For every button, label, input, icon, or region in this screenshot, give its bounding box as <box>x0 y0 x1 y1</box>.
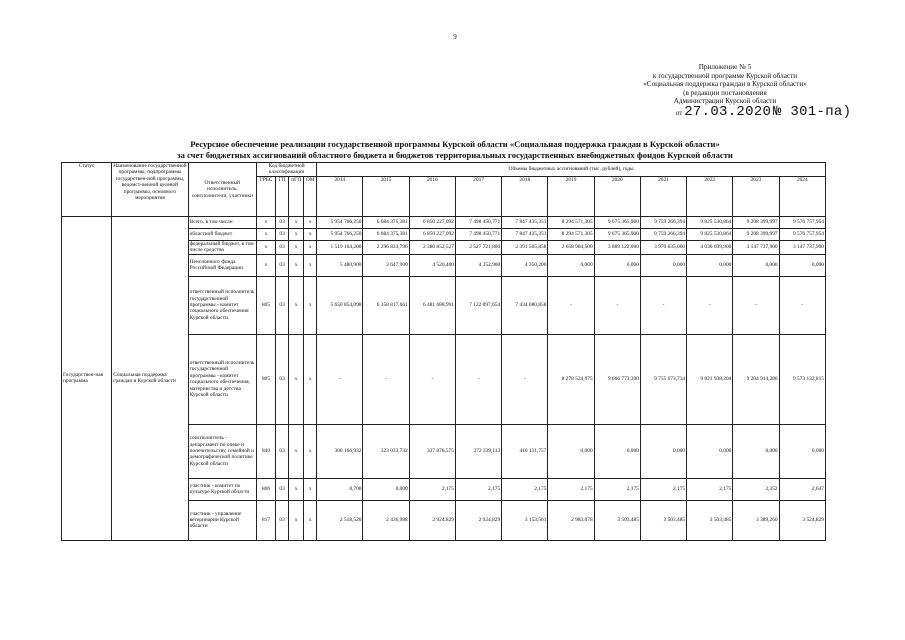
value-cell-2014: 5 480,900 <box>317 254 363 276</box>
code-om-cell: х <box>304 478 317 500</box>
value-cell-2018: 4 350,200 <box>502 254 548 276</box>
value-cell-2023: 9 208 399,997 <box>733 228 779 240</box>
table-row <box>62 216 826 228</box>
code-gp-cell: 03 <box>276 240 289 254</box>
value-cell-2023: 0,000 <box>733 424 779 478</box>
value-cell-2024: 9 576 757,954 <box>779 216 825 228</box>
code-om-cell: х <box>304 240 317 254</box>
executor-cell: соисполнитель - департамент по опеке и попечительству, семейной и демографической политике Курской области <box>188 424 256 478</box>
value-cell-2024: 3 524,829 <box>779 500 825 540</box>
value-cell-2018: 7 847 435,351 <box>502 216 548 228</box>
executor-cell: участник - управление ветеринарии Курской области <box>188 500 256 540</box>
value-cell-2022: 0,000 <box>687 424 733 478</box>
value-cell-2022: 9 825 530,864 <box>687 228 733 240</box>
code-grbs-cell: х <box>256 254 275 276</box>
value-cell-2023: 0,000 <box>733 254 779 276</box>
executor-cell: ответственный исполнитель государственной программы - комитет социального обеспечения, материнства и детства Курской области <box>188 334 256 424</box>
code-grbs-cell: 805 <box>256 334 275 424</box>
value-cell-2017: 4 352,900 <box>455 254 501 276</box>
header-year-2024: 2024 <box>779 176 825 216</box>
header-gp: ГП <box>276 176 289 216</box>
value-cell-2016: - <box>409 334 455 424</box>
value-cell-2022: 2,175 <box>687 478 733 500</box>
status-cell: Государствен-ная программа <box>62 216 112 540</box>
code-pgp-cell: х <box>289 254 304 276</box>
code-pgp-cell: х <box>289 334 304 424</box>
header-status: Статус <box>62 163 112 217</box>
header-year-2023: 2023 <box>733 176 779 216</box>
code-pgp-cell: х <box>289 216 304 228</box>
value-cell-2023: 2,352 <box>733 478 779 500</box>
code-pgp-cell: х <box>289 228 304 240</box>
value-cell-2014: 300 166,932 <box>317 424 363 478</box>
header-executor: Ответственный исполнитель, соисполнители, участники <box>188 163 256 217</box>
value-cell-2022: 4 036 699,900 <box>687 240 733 254</box>
header-volume: Объемы бюджетных ассигнований (тыс. рублей), годы <box>317 163 826 177</box>
code-gp-cell: 03 <box>276 276 289 334</box>
value-cell-2020: 0,000 <box>594 254 640 276</box>
value-cell-2014: 8,700 <box>317 478 363 500</box>
value-cell-2015: 2 296 833,796 <box>363 240 409 254</box>
code-pgp-cell: х <box>289 424 304 478</box>
value-cell-2023: 3 389,260 <box>733 500 779 540</box>
value-cell-2021: 2,175 <box>640 478 686 500</box>
value-cell-2016: 2,175 <box>409 478 455 500</box>
value-cell-2015: 6 684 375,381 <box>363 216 409 228</box>
code-om-cell: х <box>304 254 317 276</box>
header-year-2015: 2015 <box>363 176 409 216</box>
value-cell-2021: - <box>640 276 686 334</box>
value-cell-2019: 8 278 524,975 <box>548 334 594 424</box>
appendix-line-1: Приложение № 5 <box>698 63 752 71</box>
value-cell-2018: - <box>502 334 548 424</box>
resolution-date: 27.03.2020 <box>684 104 772 120</box>
value-cell-2018: 7 847 435,351 <box>502 228 548 240</box>
value-cell-2021: 3 503,485 <box>640 500 686 540</box>
code-gp-cell: 03 <box>276 478 289 500</box>
value-cell-2017: 2 924,829 <box>455 500 501 540</box>
value-cell-2015: 0,000 <box>363 478 409 500</box>
value-cell-2015: 6 358 817,661 <box>363 276 409 334</box>
header-pgp: пГП <box>289 176 304 216</box>
value-cell-2018: 3 153,561 <box>502 500 548 540</box>
header-name: Наименование государственной программы, подпрограммы государствен-ной программы, ведомст-венной целевой программы, основного мероприятия <box>112 163 188 217</box>
value-cell-2023: - <box>733 276 779 334</box>
page-number: 9 <box>453 33 457 41</box>
value-cell-2021: 3 970 635,000 <box>640 240 686 254</box>
value-cell-2015: 323 033,732 <box>363 424 409 478</box>
header-year-2016: 2016 <box>409 176 455 216</box>
executor-cell: Всего, в том числе: <box>188 216 256 228</box>
appendix-line-4: (в редакции постановления <box>683 88 767 97</box>
value-cell-2024: 2,647 <box>779 478 825 500</box>
value-cell-2019: - <box>548 276 594 334</box>
resolution-number: № 301-па) <box>772 104 852 120</box>
header-year-2021: 2021 <box>640 176 686 216</box>
value-cell-2019: 8 294 571,305 <box>548 228 594 240</box>
value-cell-2024: 0,000 <box>779 424 825 478</box>
code-om-cell: х <box>304 228 317 240</box>
value-cell-2017: 372 339,113 <box>455 424 501 478</box>
value-cell-2016: 2 924,829 <box>409 500 455 540</box>
code-gp-cell: 03 <box>276 424 289 478</box>
resource-table <box>61 162 826 541</box>
header-year-2019: 2019 <box>548 176 594 216</box>
header-grbs: ГРБС <box>256 176 275 216</box>
code-pgp-cell: х <box>289 478 304 500</box>
value-cell-2020: 9 675 365,900 <box>594 228 640 240</box>
from-label: от <box>676 109 683 117</box>
value-cell-2024: 9 576 757,954 <box>779 228 825 240</box>
value-cell-2020: 0,000 <box>594 424 640 478</box>
code-om-cell: х <box>304 334 317 424</box>
header-om: ОМ <box>304 176 317 216</box>
value-cell-2020: - <box>594 276 640 334</box>
value-cell-2017: 7 122 097,654 <box>455 276 501 334</box>
value-cell-2016: 6 850 227,092 <box>409 216 455 228</box>
title-line-2: за счет бюджетных ассигнований областного бюджета и бюджетов территориальных государственных внебюджетных фондов Курской области <box>177 150 733 160</box>
value-cell-2022: 3 503,485 <box>687 500 733 540</box>
code-grbs-cell: 805 <box>256 276 275 334</box>
title-line-1: Ресурсное обеспечение реализации государственной программы Курской области «Социальная поддержка граждан в Курской области» <box>190 139 720 149</box>
value-cell-2019: 8 294 571,305 <box>548 216 594 228</box>
code-grbs-cell: х <box>256 240 275 254</box>
code-gp-cell: 03 <box>276 500 289 540</box>
value-cell-2014: - <box>317 334 363 424</box>
value-cell-2017: 2,175 <box>455 478 501 500</box>
value-cell-2022: 9 825 530,864 <box>687 216 733 228</box>
value-cell-2023: 3 147 737,900 <box>733 240 779 254</box>
executor-cell: участник - комитет по культуре Курской области <box>188 478 256 500</box>
value-cell-2015: - <box>363 334 409 424</box>
code-grbs-cell: 840 <box>256 424 275 478</box>
header-year-2020: 2020 <box>594 176 640 216</box>
value-cell-2014: 5 650 854,098 <box>317 276 363 334</box>
value-cell-2019: 0,000 <box>548 424 594 478</box>
code-gp-cell: 03 <box>276 254 289 276</box>
value-cell-2020: 3 503,485 <box>594 500 640 540</box>
value-cell-2014: 2 518,520 <box>317 500 363 540</box>
value-cell-2017: - <box>455 334 501 424</box>
value-cell-2016: 6 850 227,092 <box>409 228 455 240</box>
value-cell-2024: - <box>779 276 825 334</box>
value-cell-2014: 5 954 766,250 <box>317 228 363 240</box>
header-year-2022: 2022 <box>687 176 733 216</box>
value-cell-2021: 9 759 266,394 <box>640 228 686 240</box>
header-code: Код бюджетной классификации <box>256 163 316 177</box>
value-cell-2024: 3 147 737,900 <box>779 240 825 254</box>
program-name-cell: Социальная поддержка граждан в Курской области <box>112 216 188 540</box>
code-pgp-cell: х <box>289 500 304 540</box>
value-cell-2014: 1 519 164,200 <box>317 240 363 254</box>
value-cell-2020: 2,175 <box>594 478 640 500</box>
code-om-cell: х <box>304 424 317 478</box>
value-cell-2017: 7 498 450,771 <box>455 216 501 228</box>
code-grbs-cell: 817 <box>256 500 275 540</box>
value-cell-2022: 0,000 <box>687 254 733 276</box>
value-cell-2022: - <box>687 276 733 334</box>
value-cell-2019: 0,000 <box>548 254 594 276</box>
value-cell-2019: 2 658 984,500 <box>548 240 594 254</box>
value-cell-2018: 410 131,757 <box>502 424 548 478</box>
appendix-line-2: к государственной программе Курской области <box>652 71 798 80</box>
code-grbs-cell: 806 <box>256 478 275 500</box>
value-cell-2016: 4 520,400 <box>409 254 455 276</box>
code-gp-cell: 03 <box>276 228 289 240</box>
value-cell-2015: 2 436,988 <box>363 500 409 540</box>
header-year-2017: 2017 <box>455 176 501 216</box>
value-cell-2021: 0,000 <box>640 424 686 478</box>
appendix-line-3: «Социальная поддержка граждан в Курской области» <box>643 80 807 89</box>
value-cell-2014: 5 954 766,250 <box>317 216 363 228</box>
value-cell-2016: 337 878,575 <box>409 424 455 478</box>
value-cell-2021: 0,000 <box>640 254 686 276</box>
value-cell-2020: 3 889 122,000 <box>594 240 640 254</box>
code-gp-cell: 03 <box>276 216 289 228</box>
value-cell-2020: 9 675 365,900 <box>594 216 640 228</box>
document-title <box>20 139 890 161</box>
value-cell-2015: 6 684 375,381 <box>363 228 409 240</box>
value-cell-2021: 9 755 673,734 <box>640 334 686 424</box>
executor-cell: областной бюджет <box>188 228 256 240</box>
header-year-2014: 2014 <box>317 176 363 216</box>
resolution-stamp <box>676 104 851 120</box>
value-cell-2018: 2,175 <box>502 478 548 500</box>
appendix-header <box>560 63 890 106</box>
value-cell-2015: 3 647,900 <box>363 254 409 276</box>
value-cell-2018: 7 434 080,858 <box>502 276 548 334</box>
header-year-2018: 2018 <box>502 176 548 216</box>
code-pgp-cell: х <box>289 276 304 334</box>
code-grbs-cell: х <box>256 228 275 240</box>
code-grbs-cell: х <box>256 216 275 228</box>
value-cell-2019: 2,175 <box>548 478 594 500</box>
appendix-line-5: Администрации Курской области <box>673 97 777 106</box>
executor-cell: федеральный бюджет, в том числе средства <box>188 240 256 254</box>
code-om-cell: х <box>304 276 317 334</box>
value-cell-2020: 9 666 773,300 <box>594 334 640 424</box>
value-cell-2023: 9 208 399,997 <box>733 216 779 228</box>
value-cell-2016: 2 380 852,527 <box>409 240 455 254</box>
value-cell-2024: 0,000 <box>779 254 825 276</box>
code-om-cell: х <box>304 216 317 228</box>
value-cell-2018: 2 391 505,858 <box>502 240 548 254</box>
value-cell-2017: 7 498 450,771 <box>455 228 501 240</box>
value-cell-2017: 2 527 721,800 <box>455 240 501 254</box>
code-gp-cell: 03 <box>276 334 289 424</box>
code-om-cell: х <box>304 500 317 540</box>
value-cell-2021: 9 759 266,394 <box>640 216 686 228</box>
value-cell-2022: 9 821 938,204 <box>687 334 733 424</box>
executor-cell: ответственный исполнитель государственной программы - комитет социального обеспечения Курской области <box>188 276 256 334</box>
value-cell-2019: 2 983,078 <box>548 500 594 540</box>
code-pgp-cell: х <box>289 240 304 254</box>
value-cell-2023: 9 204 914,286 <box>733 334 779 424</box>
value-cell-2024: 9 573 132,815 <box>779 334 825 424</box>
executor-cell: Пенсионного фонда Российской Федерации <box>188 254 256 276</box>
value-cell-2016: 6 481 688,991 <box>409 276 455 334</box>
